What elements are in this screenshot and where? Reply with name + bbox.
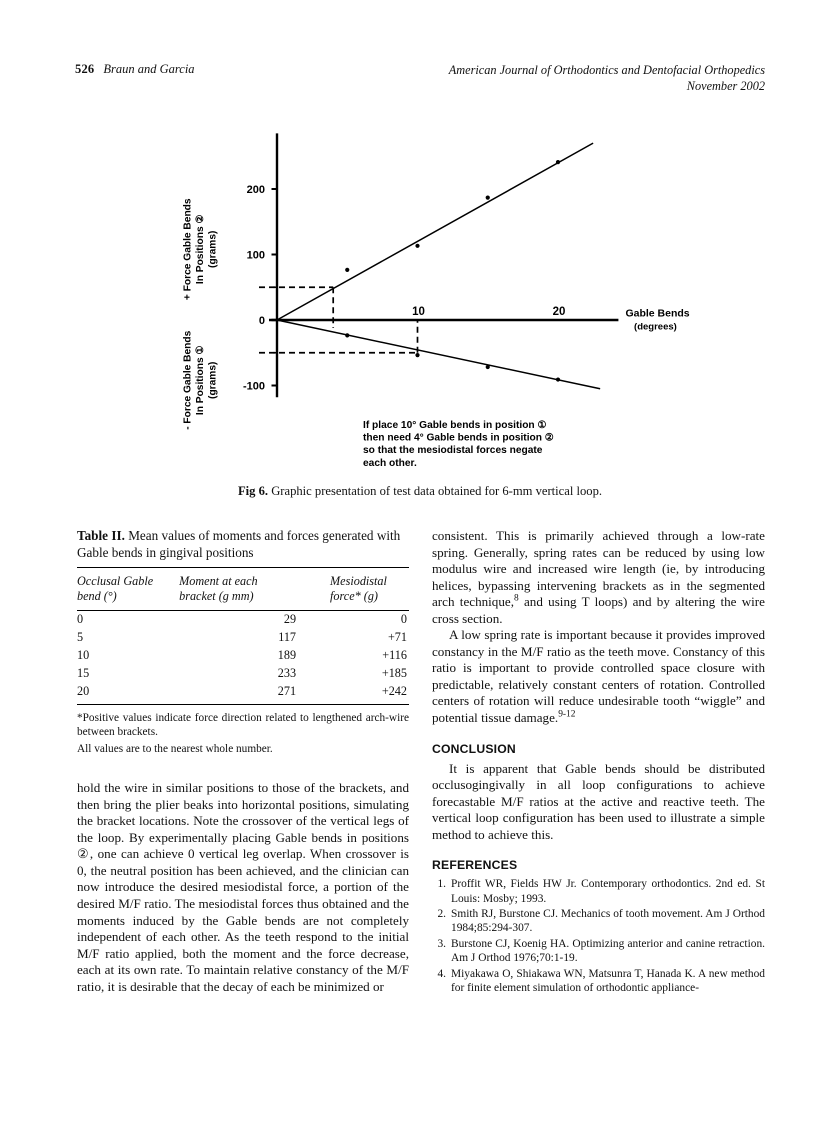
table-col-header-0: [77, 568, 179, 611]
conclusion-paragraph: It is apparent that Gable bends should be distributed occlusogingivally in all loop configurations to achieve forecastable M/F ratios at the active and reactive teeth. The vertical loop configuration has been used to illustrate a simple method to achieve this.: [432, 760, 765, 842]
reference-number: 3.: [437, 938, 446, 951]
chart-y-tick-label: 200: [246, 184, 265, 197]
chart-y-axis-label-lower: - Force Gable Bends: [182, 330, 194, 430]
table-cell: +185: [381, 665, 407, 680]
table-header-row: [77, 568, 409, 611]
chart-y-axis-label-upper: In Positions ②: [195, 214, 206, 285]
table-col-header-0-line2: bend (°): [77, 588, 117, 603]
right-paragraph-1-part2: and using T loops) and by altering the wire cross section.: [432, 594, 765, 626]
chart-y-tick-label: -100: [242, 380, 265, 393]
figure-6-graphic: [75, 118, 765, 488]
issue-date: November 2002: [686, 79, 765, 93]
citation-ref-8: 8: [513, 593, 519, 604]
table-row: [77, 665, 409, 683]
table-note-2: All values are to the nearest whole number.: [77, 743, 273, 756]
chart-y-tick-label: 0: [258, 315, 265, 328]
reference-number: 2.: [437, 908, 446, 921]
right-paragraph-2-text: A low spring rate is important because it provides improved constancy in the M/F ratio as the teeth move. Constancy of this ratio is important to provide controlled space closure with predictable, relatively constant centers of rotation. Controlled centers of rotation will reduce undesirable tooth “wiggle” and potential tissue damage.: [432, 627, 765, 726]
table-cell: +116: [382, 647, 407, 662]
table-row: [77, 683, 409, 705]
references-heading: REFERENCES: [432, 858, 518, 873]
right-paragraph-2: [432, 627, 765, 726]
reference-number: 1.: [437, 878, 446, 891]
table-row: [77, 611, 409, 629]
table-cell: 10: [77, 647, 90, 662]
table-cell: 29: [283, 612, 297, 627]
reference-item: [432, 907, 765, 935]
running-head-authors: Braun and Garcia: [103, 62, 195, 76]
table-note-1: *Positive values indicate force direction related to lengthened arch-wire between brackets.: [77, 712, 409, 739]
reference-item: [432, 937, 765, 965]
reference-text: Proffit WR, Fields HW Jr. Contemporary orthodontics. 2nd ed. St Louis: Mosby; 1993.: [451, 878, 765, 905]
reference-item: [432, 967, 765, 995]
table-col-header-0-line1: Occlusal Gable: [77, 574, 154, 588]
table-cell: 189: [277, 647, 297, 662]
running-head: [75, 62, 765, 106]
right-paragraph-1-part1: consistent. This is primarily achieved through a low-rate spring. Generally, spring rates can be reduced by using low modulus wire and increased wire length (ie, by introducing helices, bypassing intervening brackets as in the segmented arch technique,: [432, 528, 765, 610]
table-cell: 15: [77, 665, 90, 680]
journal-name: American Journal of Orthodontics and Dentofacial Orthopedics: [448, 63, 765, 77]
chart-x-axis-label: Gable Bends: [625, 307, 690, 320]
chart-series-line-1: [277, 143, 593, 320]
table-row: [77, 629, 409, 647]
figure-caption-label: Fig 6.: [237, 484, 269, 498]
left-column-paragraph: hold the wire in similar positions to those of the brackets, and then bring the plier beaks into horizontal positions, simulating the bracket locations. Note the crossover of the vertical legs of the loop. By experimentally placing Gable bends in positions ②, one can achieve 0 vertical leg overlap. When crossover is 0, the neutral position has been achieved, and the clinician can now introduce the desired mesiodistal force, a portion of the desired M/F ratio. The mesiodistal forces thus obtained and the moments induced by the Gable bends are not completely independent of each other. As the teeth respond to the initial M/F ratio applied, both the moment and the force decrease, each at its own rate. To maintain relative constancy of the M/F ratio, it is desirable that the decay of each be minimized or: [77, 780, 409, 994]
chart-data-point: [486, 365, 490, 369]
table-col-header-1: [179, 568, 330, 611]
table-cell: 5: [77, 630, 84, 645]
chart-annotation-line: If place 10° Gable bends in position ①: [363, 420, 547, 431]
chart-svg: [75, 118, 765, 488]
chart-data-point: [486, 196, 490, 200]
reference-text: Burstone CJ, Koenig HA. Optimizing anterior and canine retraction. Am J Orthod 1976;70:1-19.: [451, 938, 765, 965]
table-col-header-2-line1: Mesiodistal: [330, 574, 387, 588]
chart-annotation-line: then need 4° Gable bends in position ②: [363, 432, 554, 444]
table-cell: 271: [277, 683, 297, 698]
chart-data-point: [415, 244, 419, 248]
table-cell: 20: [77, 683, 90, 698]
running-head-left: [75, 62, 195, 77]
chart-data-point: [556, 377, 560, 381]
table-label: Table II.: [77, 528, 125, 543]
table-cell: 0: [400, 612, 407, 627]
table-cell: 117: [278, 630, 297, 645]
references-list: [432, 877, 765, 995]
chart-y-axis-label-lower: In Positions ①: [195, 345, 206, 416]
table-row: [77, 647, 409, 665]
reference-item: [432, 877, 765, 905]
chart-data-point: [415, 353, 419, 357]
table-col-header-2: [330, 568, 409, 611]
table-col-header-1-line2: bracket (g mm): [179, 588, 254, 603]
table-body: [77, 611, 409, 705]
chart-data-point: [556, 160, 560, 164]
running-head-right: [449, 62, 765, 94]
reference-number: 4.: [437, 968, 446, 981]
page-number: 526: [75, 62, 95, 76]
chart-x-tick-label: 10: [412, 306, 425, 318]
chart-data-point: [345, 333, 349, 337]
chart-x-tick-label: 20: [552, 306, 566, 318]
chart-y-axis-label-upper: (grams): [207, 230, 219, 268]
chart-data-point: [345, 268, 349, 272]
reference-text: Miyakawa O, Shiakawa WN, Matsunra T, Hanada K. A new method for finite element simulation of orthodontic appliance-: [451, 968, 765, 995]
table-cell: +242: [381, 683, 407, 698]
reference-text: Smith RJ, Burstone CJ. Mechanics of tooth movement. Am J Orthod 1984;85:294-307.: [451, 908, 765, 935]
chart-y-axis-label-upper: + Force Gable Bends: [182, 198, 194, 301]
left-column: [77, 528, 409, 995]
figure-6: [75, 118, 765, 518]
chart-y-axis-label-lower: (grams): [207, 361, 219, 399]
chart-annotation-line: so that the mesiodistal forces negate: [363, 445, 543, 457]
table-col-header-1-line1: Moment at each: [179, 574, 258, 588]
table-cell: 233: [277, 665, 297, 680]
chart-y-tick-label: 100: [246, 249, 265, 262]
table-col-header-2-line2: force* (g): [330, 588, 378, 603]
right-column: [432, 528, 765, 997]
table-title-text: Mean values of moments and forces generated with Gable bends in gingival positions: [77, 528, 401, 560]
right-paragraph-1: [432, 528, 765, 627]
table-cell: 0: [77, 612, 84, 627]
table-cell: +71: [387, 630, 407, 645]
conclusion-heading: CONCLUSION: [432, 741, 516, 756]
figure-caption-text: Graphic presentation of test data obtained for 6-mm vertical loop.: [271, 484, 603, 498]
table-head: [77, 568, 409, 611]
chart-x-axis-units: (degrees): [634, 321, 677, 333]
chart-series-line-2: [277, 320, 600, 389]
chart-annotation-line: each other.: [363, 457, 417, 469]
table-title: [77, 528, 409, 561]
table-2: [77, 567, 409, 705]
figure-caption: [75, 484, 765, 499]
citation-ref-9-12: 9-12: [558, 709, 576, 720]
